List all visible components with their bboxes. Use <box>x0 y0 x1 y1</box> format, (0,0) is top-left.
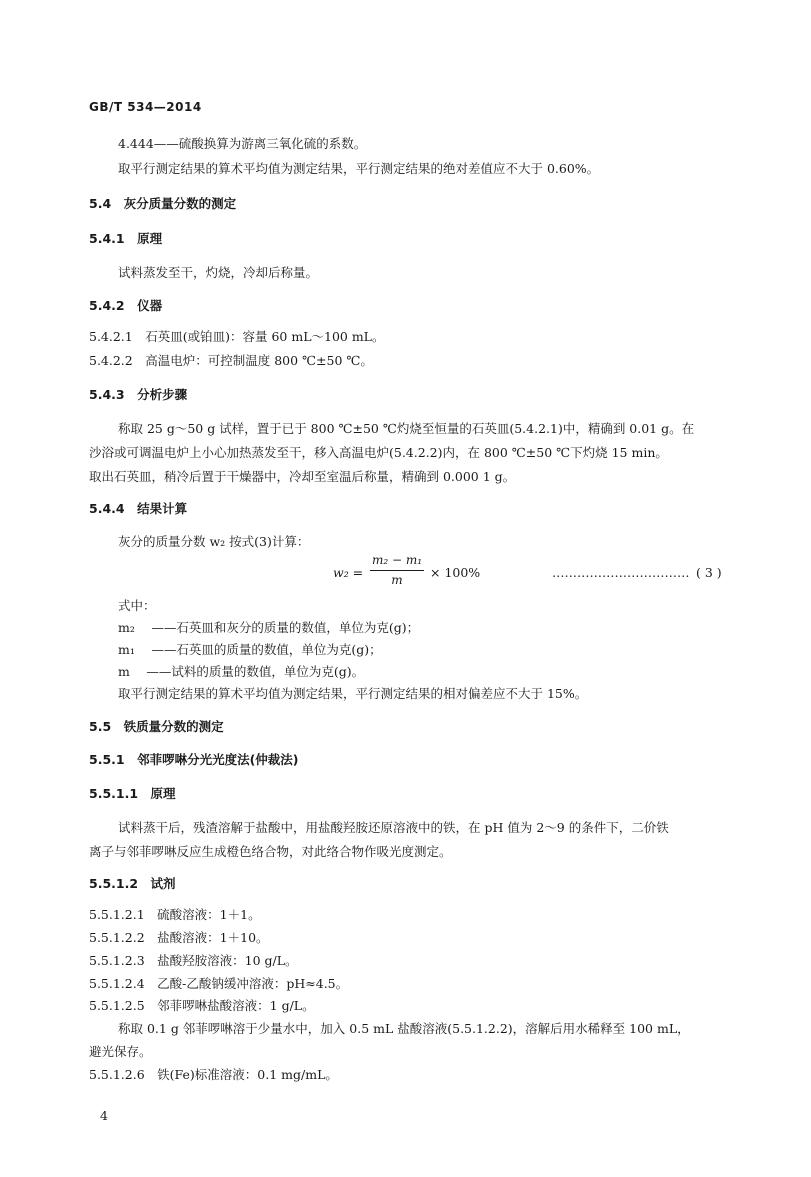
clause-item: 5.5.1.2.1 硫酸溶液：1＋1。 <box>89 907 261 922</box>
subsection-heading: 5.4.4 结果计算 <box>89 501 188 516</box>
page-number: 4 <box>100 1108 108 1123</box>
formula-number: ( 3 ) <box>696 565 722 580</box>
clause-item: 5.5.1.2.3 盐酸羟胺溶液：10 g/L。 <box>89 953 298 968</box>
subsection-heading: 5.4.2 仪器 <box>89 298 163 313</box>
paragraph-line: 灰分的质量分数 w₂ 按式(3)计算： <box>118 534 310 549</box>
paragraph-line: 取平行测定结果的算术平均值为测定结果，平行测定结果的绝对差值应不大于 0.60%。 <box>118 161 600 176</box>
variable-definition: m ——试料的质量的数值，单位为克(g)。 <box>118 664 365 679</box>
section-heading: 5.4 灰分质量分数的测定 <box>89 196 237 211</box>
paragraph-line: 取平行测定结果的算术平均值为测定结果，平行测定结果的相对偏差应不大于 15%。 <box>118 686 588 701</box>
section-heading: 5.5 铁质量分数的测定 <box>89 719 224 734</box>
clause-item: 5.5.1.2.5 邻菲啰啉盐酸溶液：1 g/L。 <box>89 998 315 1013</box>
variable-definition: m₂ ——石英皿和灰分的质量的数值，单位为克(g)； <box>118 620 420 635</box>
clause-item: 5.5.1.2.6 铁(Fe)标准溶液：0.1 mg/mL。 <box>89 1067 338 1082</box>
subsection-heading: 5.5.1 邻菲啰啉分光光度法(仲裁法) <box>89 752 299 767</box>
paragraph-line: 试料蒸干后，残渣溶解于盐酸中，用盐酸羟胺还原溶液中的铁，在 pH 值为 2～9 的条件下，二价铁 <box>118 820 669 835</box>
clause-item: 5.4.2.1 石英皿(或铂皿)：容量 60 mL～100 mL。 <box>89 329 385 344</box>
formula-rhs: × 100% <box>430 565 481 580</box>
paragraph-line: 4.444——硫酸换算为游离三氧化硫的系数。 <box>118 136 367 151</box>
formula-denominator: m <box>391 573 403 587</box>
subsection-heading: 5.4.3 分析步骤 <box>89 387 188 402</box>
clause-item: 5.4.2.2 高温电炉：可控制温度 800 ℃±50 ℃。 <box>89 353 373 368</box>
where-label: 式中： <box>118 598 156 613</box>
variable-definition: m₁ ——石英皿的质量的数值，单位为克(g)； <box>118 642 382 657</box>
paragraph-line: 称取 0.1 g 邻菲啰啉溶于少量水中，加入 0.5 mL 盐酸溶液(5.5.1.2.2)，溶解后用水稀释至 100 mL， <box>118 1021 690 1036</box>
clause-item: 5.5.1.2.2 盐酸溶液：1＋10。 <box>89 930 269 945</box>
paragraph-line: 沙浴或可调温电炉上小心加热蒸发至干，移入高温电炉(5.4.2.2)内，在 800 ℃±50 ℃下灼烧 15 min。 <box>89 445 668 460</box>
clause-item: 5.5.1.2.4 乙酸-乙酸钠缓冲溶液：pH≈4.5。 <box>89 976 349 991</box>
standard-number: GB/T 534—2014 <box>89 100 202 114</box>
formula-leader: …………………………… <box>552 565 690 580</box>
formula-numerator: m₂ − m₁ <box>371 553 423 567</box>
fraction-bar <box>370 570 424 571</box>
formula-lhs: w₂ = <box>333 565 364 580</box>
paragraph-line: 离子与邻菲啰啉反应生成橙色络合物，对此络合物作吸光度测定。 <box>89 844 452 859</box>
paragraph-line: 试料蒸发至干，灼烧，冷却后称量。 <box>118 265 319 280</box>
paragraph-line: 称取 25 g～50 g 试样，置于已于 800 ℃±50 ℃灼烧至恒量的石英皿(5.4.2.1)中，精确到 0.01 g。在 <box>118 421 695 436</box>
paragraph-line: 避光保存。 <box>89 1044 152 1059</box>
subsection-heading: 5.4.1 原理 <box>89 231 163 246</box>
paragraph-line: 取出石英皿，稍冷后置于干燥器中，冷却至室温后称量，精确到 0.000 1 g。 <box>89 469 516 484</box>
subsection-heading: 5.5.1.2 试剂 <box>89 876 176 891</box>
formula-fraction <box>370 553 424 591</box>
subsection-heading: 5.5.1.1 原理 <box>89 786 176 801</box>
